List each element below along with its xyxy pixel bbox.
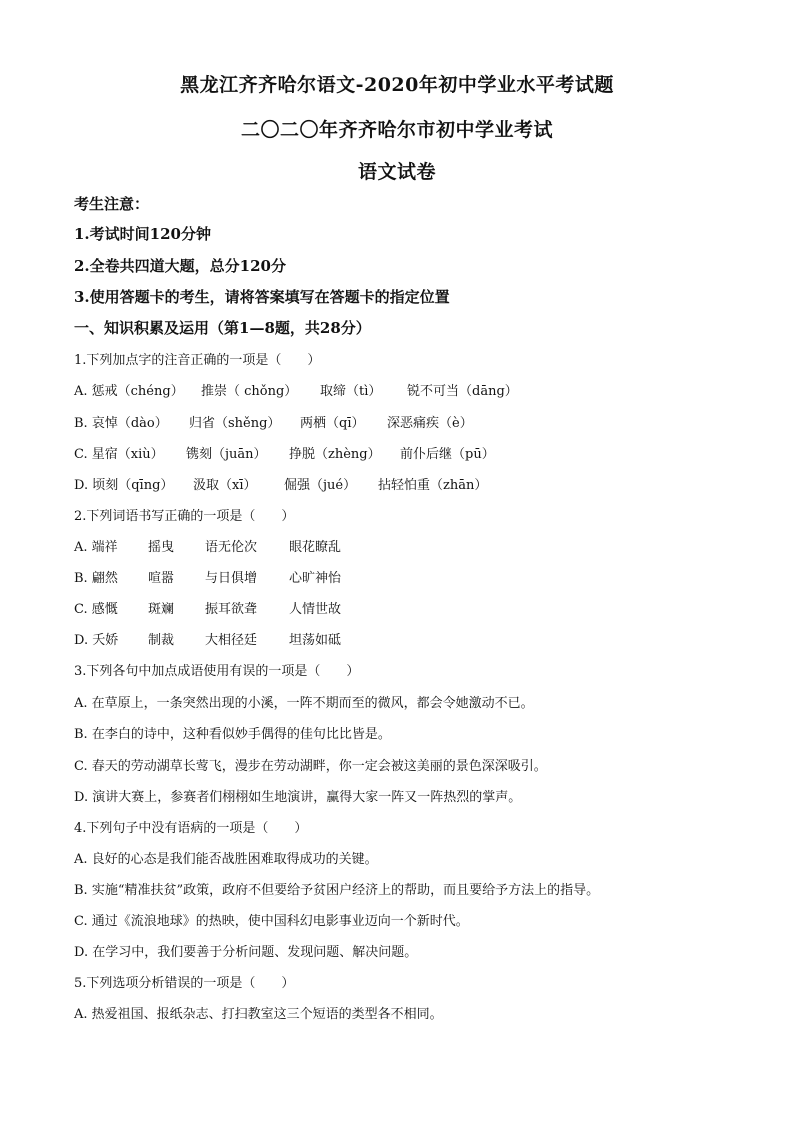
option-choice: B. 哀悼（dào） bbox=[74, 416, 168, 431]
option-item: 坦荡如砥 bbox=[289, 633, 342, 648]
question-stem: 3.下列各句中加点成语使用有误的一项是（ ） bbox=[74, 664, 360, 679]
option-item: 镌刻（juān） bbox=[186, 447, 267, 462]
option-item: 汲取（xī） bbox=[193, 478, 257, 493]
notice-item: 3.使用答题卡的考生，请将答案填写在答题卡的指定位置 bbox=[74, 288, 450, 306]
exam-title: 黑龙江齐齐哈尔语文-2020年初中学业水平考试题 bbox=[180, 74, 614, 96]
option-item: 取缔（tì） bbox=[320, 384, 382, 399]
option-sentence: A. 良好的心态是我们能否战胜困难取得成功的关键。 bbox=[74, 852, 378, 867]
option-item: 与日俱增 bbox=[205, 571, 258, 586]
option-item: 挣脱（zhèng） bbox=[289, 447, 381, 462]
option-item: 深恶痛疾（è） bbox=[387, 416, 473, 431]
option-item: 喧嚣 bbox=[148, 571, 175, 586]
option-item: 推崇（ chǒng） bbox=[201, 384, 298, 399]
paper-name: 语文试卷 bbox=[357, 161, 436, 183]
option-choice: C. 感慨 bbox=[74, 602, 118, 617]
option-item: 锐不可当（dāng） bbox=[407, 384, 518, 399]
option-item: 前仆后继（pū） bbox=[400, 447, 495, 462]
option-choice: C. 星宿（xiù） bbox=[74, 447, 164, 462]
option-choice: D. 夭娇 bbox=[74, 633, 119, 648]
option-choice: D. 顷刻（qīng） bbox=[74, 478, 174, 493]
option-item: 两栖（qī） bbox=[300, 416, 365, 431]
option-item: 大相径廷 bbox=[205, 633, 258, 648]
question-stem: 1.下列加点字的注音正确的一项是（ ） bbox=[74, 353, 321, 368]
option-sentence: D. 在学习中，我们要善于分析问题、发现问题、解决问题。 bbox=[74, 945, 418, 960]
option-sentence: C. 春天的劳动湖草长莺飞，漫步在劳动湖畔，你一定会被这美丽的景色深深吸引。 bbox=[74, 759, 547, 774]
option-sentence: B. 实施“精准扶贫”政策，政府不但要给予贫困户经济上的帮助，而且要给予方法上的指导。 bbox=[74, 883, 600, 898]
option-item: 振耳欲聋 bbox=[205, 602, 258, 617]
option-choice: A. 端祥 bbox=[74, 540, 118, 555]
option-choice: A. 惩戒（chéng） bbox=[74, 384, 184, 399]
option-sentence: D. 演讲大赛上，参赛者们栩栩如生地演讲，赢得大家一阵又一阵热烈的掌声。 bbox=[74, 790, 522, 805]
option-sentence: A. 在草原上，一条突然出现的小溪，一阵不期而至的微风，都会令她激动不已。 bbox=[74, 696, 534, 711]
option-sentence: A. 热爱祖国、报纸杂志、打扫教室这三个短语的类型各不相同。 bbox=[74, 1007, 443, 1022]
option-item: 心旷神怡 bbox=[289, 571, 342, 586]
option-item: 摇曳 bbox=[148, 540, 175, 555]
option-item: 语无伦次 bbox=[205, 540, 258, 555]
exam-subtitle: 二〇二〇年齐齐哈尔市初中学业考试 bbox=[240, 119, 553, 141]
notice-heading: 考生注意： bbox=[74, 195, 150, 213]
option-item: 拈轻怕重（zhān） bbox=[378, 478, 488, 493]
option-item: 倔强（jué） bbox=[284, 478, 357, 493]
option-item: 眼花瞭乱 bbox=[289, 540, 342, 555]
option-item: 制裁 bbox=[148, 633, 175, 648]
question-stem: 5.下列选项分析错误的一项是（ ） bbox=[74, 976, 295, 991]
question-stem: 4.下列句子中没有语病的一项是（ ） bbox=[74, 821, 308, 836]
option-sentence: B. 在李白的诗中，这种看似妙手偶得的佳句比比皆是。 bbox=[74, 727, 391, 742]
notice-item: 1.考试时间120分钟 bbox=[74, 225, 211, 243]
option-sentence: C. 通过《流浪地球》的热映，使中国科幻电影事业迈向一个新时代。 bbox=[74, 914, 469, 929]
section-heading: 一、知识积累及运用（第1—8题，共28分） bbox=[74, 319, 371, 337]
notice-item: 2.全卷共四道大题，总分120分 bbox=[74, 257, 286, 275]
question-stem: 2.下列词语书写正确的一项是（ ） bbox=[74, 509, 295, 524]
option-item: 归省（shěng） bbox=[189, 416, 281, 431]
option-choice: B. 翩然 bbox=[74, 571, 118, 586]
option-item: 斑斓 bbox=[148, 602, 175, 617]
option-item: 人情世故 bbox=[289, 602, 342, 617]
